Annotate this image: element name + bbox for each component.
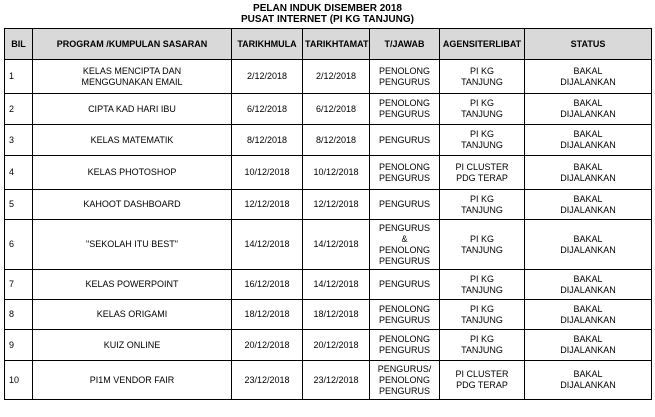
cell-text: PENOLONG xyxy=(378,161,430,172)
table-row xyxy=(5,94,652,125)
cell-text: DIJALANKAN xyxy=(560,204,616,215)
cell-tarikh-tamat xyxy=(303,330,370,361)
cell-text: TANJUNG xyxy=(461,109,503,119)
header-bil xyxy=(5,29,33,60)
cell-text: PENOLONG xyxy=(378,98,430,108)
cell-text: TANJUNG xyxy=(461,140,503,150)
cell-text: 2/12/2018 xyxy=(315,71,357,81)
cell-text: BAKAL xyxy=(573,193,603,204)
header-text: STATUS xyxy=(570,38,606,49)
cell-tjawab xyxy=(370,60,440,94)
cell-bil xyxy=(5,60,33,94)
cell-agensi xyxy=(440,330,525,361)
cell-tarikh-mula xyxy=(232,300,303,330)
cell-agensi xyxy=(440,60,525,94)
cell-tarikh-mula xyxy=(232,156,303,190)
cell-program xyxy=(33,270,232,300)
header-status xyxy=(525,29,652,60)
cell-text: 14/12/2018 xyxy=(313,279,359,289)
header-text: AGENSI xyxy=(442,38,478,49)
table-row xyxy=(5,330,652,361)
cell-text: TANJUNG xyxy=(461,345,503,355)
table-row xyxy=(5,125,652,156)
cell-tjawab xyxy=(370,125,440,156)
cell-status xyxy=(525,300,652,330)
cell-text: 6/12/2018 xyxy=(315,103,357,114)
cell-program xyxy=(33,190,232,220)
cell-text: 6/12/2018 xyxy=(246,103,288,114)
cell-agensi xyxy=(440,220,525,270)
cell-text: 18/12/2018 xyxy=(313,309,359,319)
table-row xyxy=(5,361,652,400)
cell-agensi xyxy=(440,300,525,330)
cell-program xyxy=(33,220,232,270)
cell-status xyxy=(525,60,652,94)
cell-text: PI KG xyxy=(469,129,494,139)
cell-text: "SEKOLAH ITU BEST" xyxy=(86,239,178,249)
cell-text: PENGURUS xyxy=(378,76,430,87)
header-text: BI xyxy=(11,38,21,49)
cell-text: 14/12/2018 xyxy=(244,239,290,249)
cell-text: TANJUNG xyxy=(461,314,503,325)
cell-text: PENGURUS xyxy=(378,199,430,209)
cell-tarikh-mula xyxy=(232,361,303,400)
cell-tarikh-mula xyxy=(232,190,303,220)
cell-text: KELAS MENCIPTA DAN xyxy=(82,65,182,76)
cell-status xyxy=(525,190,652,220)
cell-text: MENGGUNAKAN EMAIL xyxy=(81,76,183,87)
table-row xyxy=(5,60,652,94)
cell-program xyxy=(33,156,232,190)
cell-text: PI KG xyxy=(469,65,494,76)
cell-tarikh-mula xyxy=(232,60,303,94)
table-row xyxy=(5,156,652,190)
cell-text: & xyxy=(401,233,408,244)
cell-status xyxy=(525,156,652,190)
cell-text: 8/12/2018 xyxy=(246,134,288,145)
cell-text: DIJALANKAN xyxy=(560,76,616,87)
cell-text: 5 xyxy=(9,199,15,209)
cell-text: PENGURUS xyxy=(378,385,430,396)
cell-text: 9 xyxy=(9,339,15,350)
cell-program xyxy=(33,60,232,94)
cell-text: PENOLONG xyxy=(378,244,430,255)
cell-tarikh-tamat xyxy=(303,270,370,300)
cell-text: TANJUNG xyxy=(461,284,503,295)
cell-program xyxy=(33,125,232,156)
cell-agensi xyxy=(440,190,525,220)
cell-bil xyxy=(5,156,33,190)
cell-text: 4 xyxy=(9,167,15,177)
cell-tjawab xyxy=(370,94,440,125)
cell-tarikh-mula xyxy=(232,270,303,300)
cell-tarikh-tamat xyxy=(303,156,370,190)
cell-bil xyxy=(5,330,33,361)
cell-agensi xyxy=(440,361,525,400)
cell-text: PI KG xyxy=(469,273,494,284)
cell-text: DIJALANKAN xyxy=(560,109,616,119)
cell-text: KELAS PHOTOSHOP xyxy=(87,167,177,177)
cell-text: BAKAL xyxy=(573,303,603,314)
cell-text: TANJUNG xyxy=(461,204,503,215)
cell-tarikh-tamat xyxy=(303,361,370,400)
cell-tjawab xyxy=(370,156,440,190)
cell-text: PENGURUS/ xyxy=(377,363,432,374)
cell-text: 14/12/2018 xyxy=(313,239,359,249)
cell-program xyxy=(33,94,232,125)
header-text: TARIKH xyxy=(237,38,271,49)
cell-text: PI CLUSTER xyxy=(455,161,509,172)
header-program xyxy=(33,29,232,60)
cell-tarikh-tamat xyxy=(303,300,370,330)
cell-tjawab xyxy=(370,300,440,330)
cell-tarikh-tamat xyxy=(303,60,370,94)
cell-text: 8/12/2018 xyxy=(315,134,357,145)
table-row xyxy=(5,270,652,300)
cell-text: PI1M VENDOR FAIR xyxy=(89,374,175,385)
cell-tarikh-tamat xyxy=(303,125,370,156)
cell-tarikh-mula xyxy=(232,125,303,156)
cell-text: 2 xyxy=(9,103,15,114)
header-text: TERLIBAT xyxy=(477,38,522,49)
cell-bil xyxy=(5,300,33,330)
cell-text: BAKAL xyxy=(573,334,603,344)
cell-text: BAKAL xyxy=(573,98,603,108)
table-row xyxy=(5,300,652,330)
cell-tarikh-tamat xyxy=(303,94,370,125)
cell-text: DIJALANKAN xyxy=(560,380,616,390)
cell-text: PDG TERAP xyxy=(456,172,508,183)
cell-text: PENGURUS xyxy=(378,134,430,145)
cell-text: TANJUNG xyxy=(461,76,503,87)
cell-text: PENOLONG xyxy=(378,65,430,76)
cell-text: 16/12/2018 xyxy=(244,279,290,289)
cell-agensi xyxy=(440,125,525,156)
cell-text: BAKAL xyxy=(573,273,603,284)
cell-bil xyxy=(5,125,33,156)
cell-status xyxy=(525,330,652,361)
cell-text: KELAS MATEMATIK xyxy=(90,134,174,145)
cell-text: PI KG xyxy=(469,98,494,108)
table-header-row xyxy=(5,29,652,60)
cell-text: PENOLONG xyxy=(378,374,430,385)
cell-text: 7 xyxy=(9,279,15,289)
cell-text: 18/12/2018 xyxy=(244,309,290,319)
cell-text: PI KG xyxy=(469,233,494,244)
cell-text: PENGURUS xyxy=(378,345,430,355)
cell-program xyxy=(33,361,232,400)
cell-tjawab xyxy=(370,190,440,220)
cell-tjawab xyxy=(370,220,440,270)
cell-program xyxy=(33,300,232,330)
cell-text: 6 xyxy=(9,239,15,249)
cell-bil xyxy=(5,190,33,220)
cell-text: PENGURUS xyxy=(378,279,430,289)
cell-bil xyxy=(5,94,33,125)
cell-text: 10/12/2018 xyxy=(313,167,359,177)
cell-text: 10 xyxy=(9,374,20,385)
cell-program xyxy=(33,330,232,361)
cell-text: PENOLONG xyxy=(378,303,430,314)
cell-tjawab xyxy=(370,330,440,361)
cell-text: PI KG xyxy=(469,193,494,204)
table-row xyxy=(5,190,652,220)
cell-text: 23/12/2018 xyxy=(313,374,359,385)
cell-text: DIJALANKAN xyxy=(560,345,616,355)
cell-text: PENGURUS xyxy=(378,172,430,183)
cell-tarikh-mula xyxy=(232,94,303,125)
cell-tjawab xyxy=(370,361,440,400)
header-tarikh-mula xyxy=(232,29,303,60)
header-text: TARIKH xyxy=(305,38,339,49)
cell-text: PENGURUS xyxy=(378,255,430,266)
cell-tarikh-mula xyxy=(232,220,303,270)
header-tjawab xyxy=(370,29,440,60)
header-text: T/JAWAB xyxy=(384,38,425,49)
cell-agensi xyxy=(440,270,525,300)
cell-status xyxy=(525,125,652,156)
header-text: TAMAT xyxy=(338,38,369,49)
title-line-1: PELAN INDUK DISEMBER 2018 xyxy=(253,3,402,14)
cell-agensi xyxy=(440,94,525,125)
cell-text: KELAS ORIGAMI xyxy=(96,309,168,319)
cell-text: PDG TERAP xyxy=(456,380,508,390)
header-text: PROGRAM /KUMPULAN SASARAN xyxy=(56,38,208,49)
cell-text: PI KG xyxy=(469,334,494,344)
cell-text: DIJALANKAN xyxy=(560,284,616,295)
cell-tarikh-tamat xyxy=(303,220,370,270)
cell-text: BAKAL xyxy=(573,233,603,244)
header-text: MULA xyxy=(270,38,297,49)
cell-text: BAKAL xyxy=(573,129,603,139)
table-row xyxy=(5,220,652,270)
cell-text: DIJALANKAN xyxy=(560,140,616,150)
cell-tarikh-mula xyxy=(232,330,303,361)
cell-status xyxy=(525,270,652,300)
document-title xyxy=(0,0,655,25)
cell-status xyxy=(525,220,652,270)
cell-text: CIPTA KAD HARI IBU xyxy=(88,103,176,114)
header-tarikh-tamat xyxy=(303,29,370,60)
cell-text: PENGURUS xyxy=(378,222,430,233)
cell-text: PI CLUSTER xyxy=(455,369,509,379)
cell-bil xyxy=(5,270,33,300)
cell-text: 2/12/2018 xyxy=(246,71,288,81)
cell-text: KELAS POWERPOINT xyxy=(85,279,179,289)
cell-text: PENGURUS xyxy=(378,314,430,325)
cell-status xyxy=(525,94,652,125)
cell-text: TANJUNG xyxy=(461,244,503,255)
cell-text: PENOLONG xyxy=(378,334,430,344)
cell-tarikh-tamat xyxy=(303,190,370,220)
cell-text: DIJALANKAN xyxy=(560,172,616,183)
cell-text: 10/12/2018 xyxy=(244,167,290,177)
cell-status xyxy=(525,361,652,400)
cell-text: PI KG xyxy=(469,303,494,314)
cell-text: KUIZ ONLINE xyxy=(103,339,161,350)
cell-text: BAKAL xyxy=(573,161,603,172)
cell-text: PENGURUS xyxy=(378,109,430,119)
cell-text: 12/12/2018 xyxy=(313,199,359,209)
table-body xyxy=(5,60,652,400)
cell-text: DIJALANKAN xyxy=(560,244,616,255)
cell-text: 20/12/2018 xyxy=(313,339,359,350)
cell-bil xyxy=(5,220,33,270)
cell-text: KAHOOT DASHBOARD xyxy=(83,199,181,209)
cell-text: 3 xyxy=(9,134,15,145)
cell-text: BAKAL xyxy=(573,369,603,379)
header-agensi xyxy=(440,29,525,60)
cell-text: 8 xyxy=(9,309,15,319)
schedule-table xyxy=(4,28,652,400)
cell-agensi xyxy=(440,156,525,190)
cell-text: DIJALANKAN xyxy=(560,314,616,325)
cell-text: 1 xyxy=(9,71,15,81)
cell-bil xyxy=(5,361,33,400)
cell-text: 12/12/2018 xyxy=(244,199,290,209)
cell-text: 23/12/2018 xyxy=(244,374,290,385)
cell-text: 20/12/2018 xyxy=(244,339,290,350)
cell-tjawab xyxy=(370,270,440,300)
title-line-2: PUSAT INTERNET (PI KG TANJUNG) xyxy=(241,14,414,25)
cell-text: BAKAL xyxy=(573,65,603,76)
header-text: L xyxy=(20,38,26,49)
